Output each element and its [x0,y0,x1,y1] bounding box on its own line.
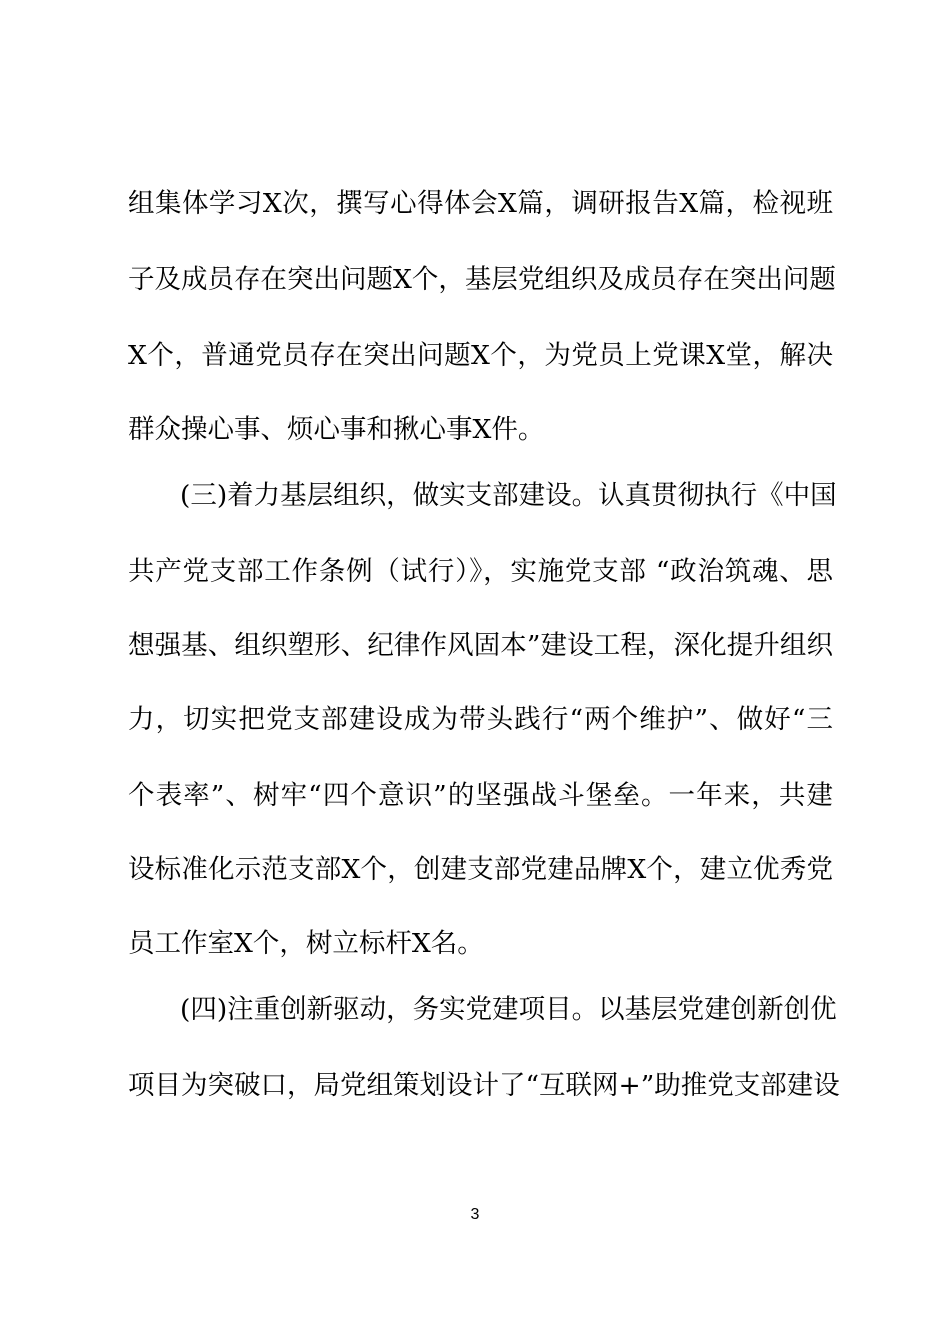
text-line: 想强基、组织塑形、纪律作风固本”建设工程，深化提升组织 [128,630,833,661]
page-number: 3 [470,1206,480,1223]
text-line: 共产党支部工作条例（试行）》，实施党支部 “政治筑魂、思 [128,556,833,587]
text-line: 群众操心事、烦心事和揪心事X件。 [128,414,545,445]
text-line: 设标准化示范支部X个，创建支部党建品牌X个，建立优秀党 [128,854,833,885]
text-line: 员工作室X个，树立标杆X名。 [128,928,484,959]
paragraph-heading-line: (四)注重创新驱动，务实党建项目。以基层党建创新创优 [180,994,837,1025]
text-line: 力，切实把党支部建设成为带头践行“两个维护”、做好“三 [128,704,833,735]
paragraph-heading-line: (三)着力基层组织，做实支部建设。认真贯彻执行《中国 [180,480,837,511]
text-line: 项目为突破口，局党组策划设计了“互联网+”助推党支部建设 [128,1070,840,1101]
text-line: 个表率”、树牢“四个意识”的坚强战斗堡垒。一年来，共建 [128,780,833,811]
text-line: 子及成员存在突出问题X个，基层党组织及成员存在突出问题 [128,264,836,295]
text-line: 组集体学习X次，撰写心得体会X篇，调研报告X篇，检视班 [128,188,833,219]
text-line: X个，普通党员存在突出问题X个，为党员上党课X堂，解决 [128,340,833,371]
